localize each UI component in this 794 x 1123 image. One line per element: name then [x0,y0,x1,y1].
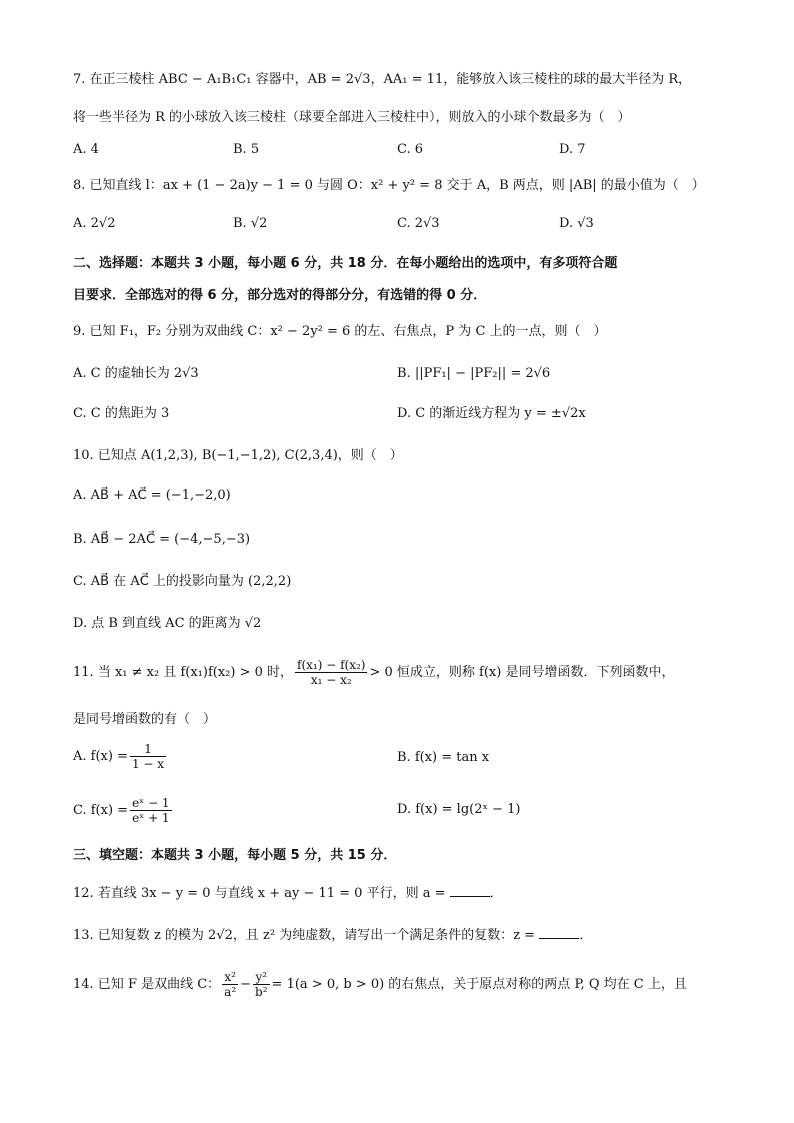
q8-option-c: C. 2√3 [397,216,440,231]
q11-fraction-numerator: f(x₁) − f(x₂) [297,658,366,672]
q11-text-b: > 0 恒成立，则称 f(x) 是同号增函数．下列函数中， [369,665,675,680]
q10-option-d: D. 点 B 到直线 AC 的距离为 √2 [73,616,262,631]
q9-option-d: D. C 的渐近线方程为 y = ±√2x [397,406,586,421]
q13-text-a: 13. 已知复数 z 的模为 2√2，且 z² 为纯虚数，请写出一个满足条件的复数：z = [73,928,536,943]
q10-option-a: A. AB⃗ + AC⃗ = (−1,−2,0) [73,488,231,503]
q14-fraction-2-numerator: y² [253,970,270,985]
q11-fraction [295,658,367,687]
q14-fraction-1 [222,970,238,999]
q11-line-1 [73,656,674,690]
q8-line-1: 8. 已知直线 l：ax + (1 − 2a)y − 1 = 0 与圆 O：x² + y² = 8 交于 A，B 两点，则 |AB| 的最小值为（ ） [73,178,705,193]
q9-line-1: 9. 已知 F₁，F₂ 分别为双曲线 C：x² − 2y² = 6 的左、右焦点，P 为 C 上的一点，则（ ） [73,324,607,339]
q13-text-b: ． [579,928,593,943]
q10-line-1: 10. 已知点 A(1,2,3), B(−1,−1,2), C(2,3,4)，则（ ） [73,448,403,463]
q7-option-d: D. 7 [559,142,586,157]
q7-option-c: C. 6 [397,142,424,157]
q10-option-c: C. AB⃗ 在 AC⃗ 上的投影向量为 (2,2,2) [73,574,292,589]
q12-line [73,884,503,904]
section-2-heading-line-1: 二、选择题：本题共 3 小题，每小题 6 分，共 18 分．在每小题给出的选项中，有多项符合题 [73,256,618,271]
q11-option-a [73,740,168,774]
q14-line [73,968,687,1002]
q9-option-a: A. C 的虚轴长为 2√3 [73,366,199,381]
q11-option-c-fraction [130,796,172,825]
q14-fraction-2 [253,970,270,999]
q11-option-a-prefix: A. f(x) = [73,749,128,764]
q11-option-a-denominator: 1 − x [131,757,165,771]
q11-text-a: 11. 当 x₁ ≠ x₂ 且 f(x₁)f(x₂) > 0 时， [73,665,294,680]
q12-text-b: ． [489,886,503,901]
section-3-heading: 三、填空题：本题共 3 小题，每小题 5 分，共 15 分． [73,848,397,863]
q11-fraction-denominator: x₁ − x₂ [310,673,352,687]
q11-option-c-numerator: eˣ − 1 [132,796,170,810]
q7-line-2: 将一些半径为 R 的小球放入该三棱柱（球要全部进入三棱柱中），则放入的小球个数最多为（ ） [73,110,631,125]
q8-option-a: A. 2√2 [73,216,116,231]
q11-option-b: B. f(x) = tan x [397,750,490,765]
q11-option-a-fraction [130,742,166,771]
q12-answer-blank[interactable] [450,884,490,897]
q11-option-c-denominator: eˣ + 1 [132,811,170,825]
q11-option-c-prefix: C. f(x) = [73,803,129,818]
q11-line-2: 是同号增函数的有（ ） [73,712,217,727]
q14-fraction-2-denominator: b² [255,985,268,999]
q14-minus: − [240,977,252,992]
section-2-heading-line-2: 目要求．全部选对的得 6 分，部分选对的得部分分，有选错的得 0 分． [73,288,487,303]
q13-answer-blank[interactable] [539,926,579,939]
q9-option-b: B. ||PF₁| − |PF₂|| = 2√6 [397,366,551,381]
q11-option-c [73,794,174,828]
q11-option-d: D. f(x) = lg(2ˣ − 1) [397,802,521,817]
q14-fraction-1-numerator: x² [222,970,238,985]
q8-option-b: B. √2 [233,216,268,231]
q9-option-c: C. C 的焦距为 3 [73,406,170,421]
q7-line-1: 7. 在正三棱柱 ABC − A₁B₁C₁ 容器中，AB = 2√3，AA₁ = 11，能够放入该三棱柱的球的最大半径为 R， [73,72,692,87]
q14-text-b: = 1(a > 0, b > 0) 的右焦点，关于原点对称的两点 P, Q 均在 C 上，且 [271,977,687,992]
q12-text-a: 12. 若直线 3x − y = 0 与直线 x + ay − 11 = 0 平行，则 a = [73,886,446,901]
q14-text-a: 14. 已知 F 是双曲线 C： [73,977,221,992]
q7-option-b: B. 5 [233,142,260,157]
q13-line [73,926,592,946]
q11-option-a-numerator: 1 [130,742,166,757]
q10-option-b: B. AB⃗ − 2AC⃗ = (−4,−5,−3) [73,532,251,547]
q7-option-a: A. 4 [73,142,99,157]
q8-option-d: D. √3 [559,216,594,231]
q14-fraction-1-denominator: a² [224,985,237,999]
